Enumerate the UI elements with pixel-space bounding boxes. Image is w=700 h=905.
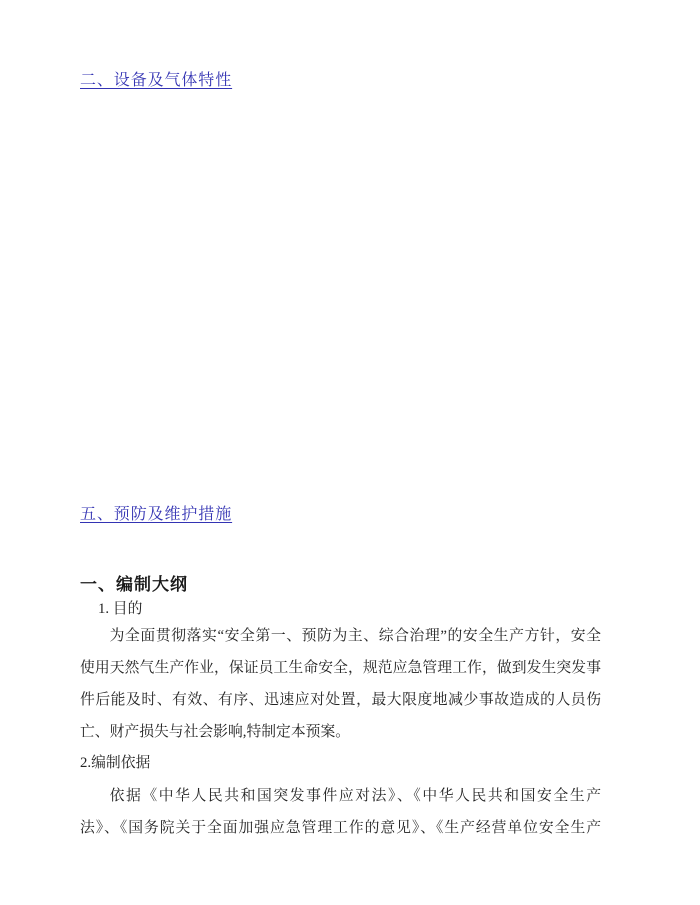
paragraph-line: 法》、《国务院关于全面加强应急管理工作的意见》、《生产经营单位安全生产 — [80, 820, 601, 836]
toc-link-equipment-gas-characteristics[interactable]: 二、设备及气体特性 — [80, 72, 233, 89]
purpose-paragraph — [80, 620, 601, 748]
toc-link-prevention-maintenance[interactable]: 五、预防及维护措施 — [80, 506, 233, 523]
basis-sub-heading: 2.编制依据 — [80, 755, 151, 771]
paragraph-line: 为全面贯彻落实“安全第一、预防为主、综合治理”的安全生产方针，安全 — [109, 628, 601, 644]
paragraph-line: 亡、财产损失与社会影响,特制定本预案。 — [80, 724, 351, 740]
paragraph-line: 件后能及时、有效、有序、迅速应对处置，最大限度地减少事故造成的人员伤 — [80, 692, 601, 708]
paragraph-line: 使用天然气生产作业，保证员工生命安全，规范应急管理工作，做到发生突发事 — [80, 660, 601, 676]
outline-heading: 一、编制大纲 — [80, 575, 188, 594]
purpose-sub-heading: 1. 目的 — [98, 601, 143, 617]
paragraph-line: 依据《中华人民共和国突发事件应对法》、《中华人民共和国安全生产 — [109, 788, 601, 804]
basis-paragraph — [80, 780, 601, 844]
